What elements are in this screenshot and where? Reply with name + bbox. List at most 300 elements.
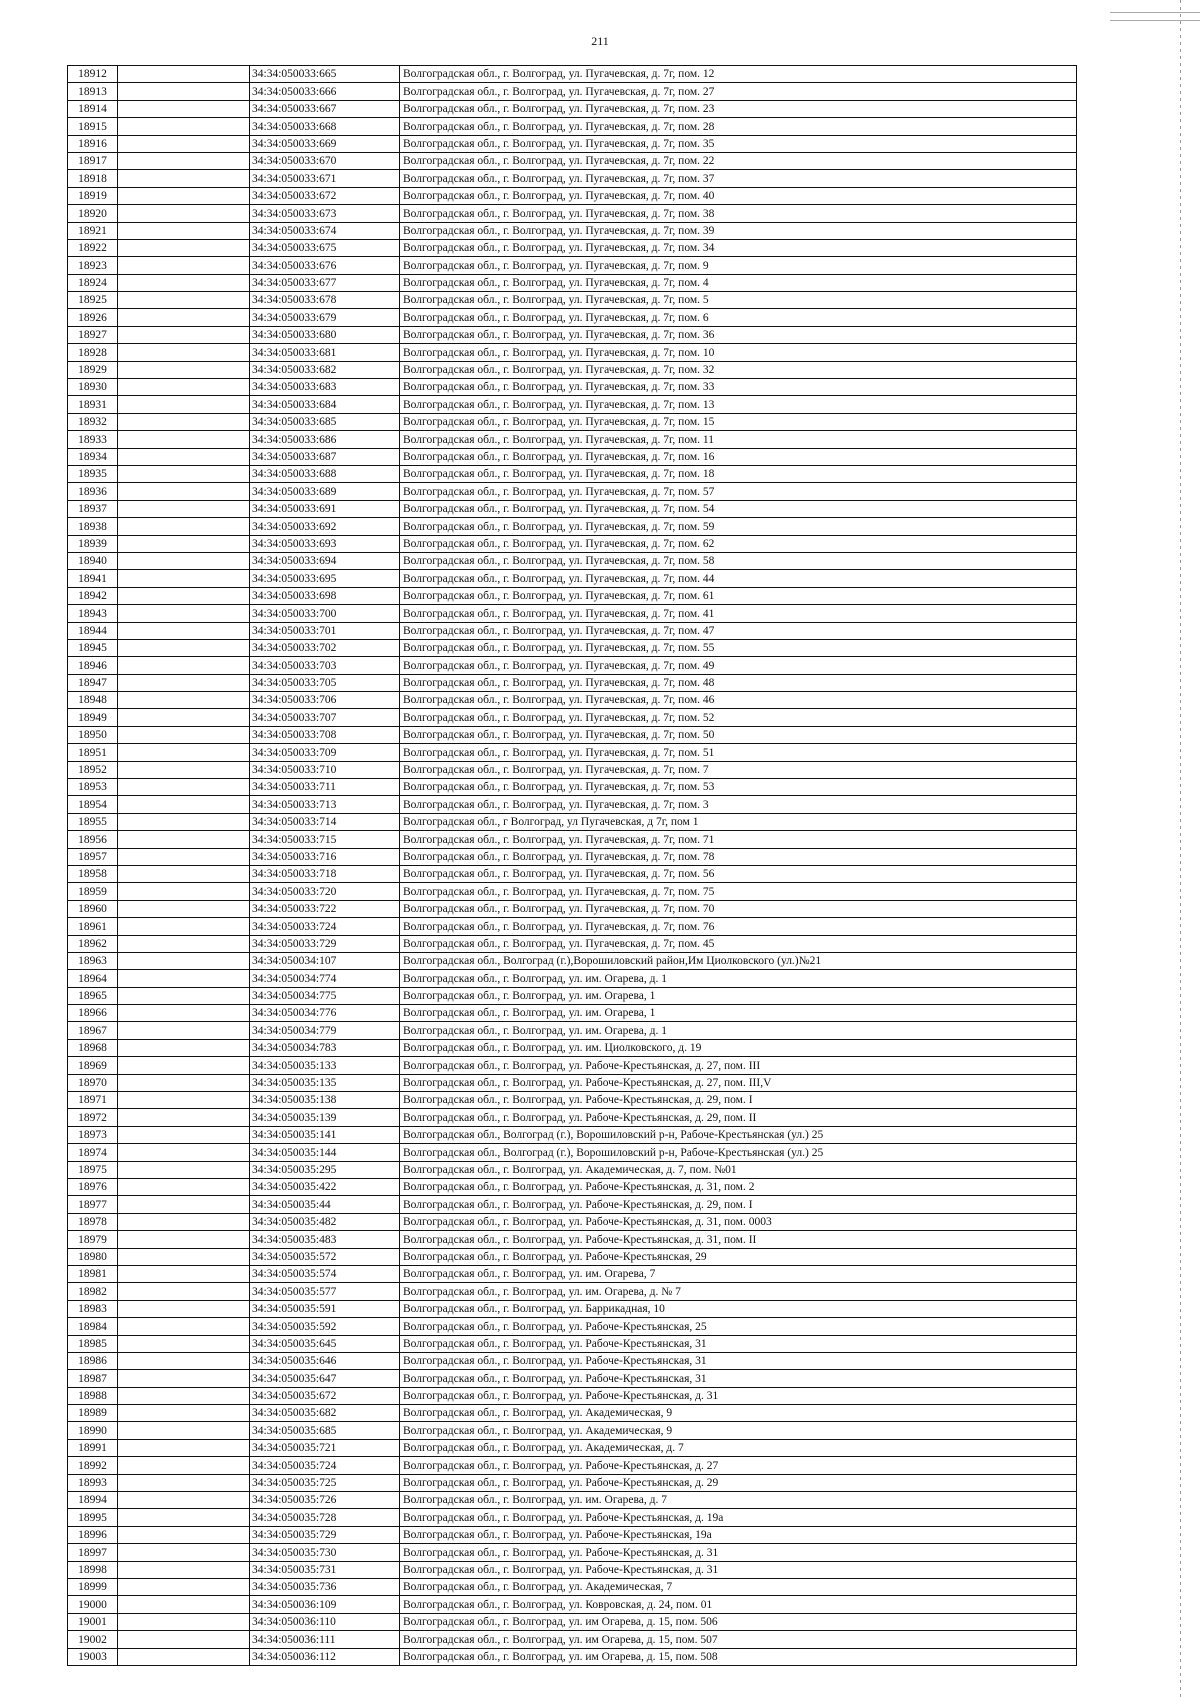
cadastral-number: 34:34:050035:646 bbox=[250, 1352, 400, 1369]
address: Волгоградская обл., г. Волгоград, ул. Пугачевская, д. 7г, пом. 41 bbox=[400, 605, 1077, 622]
cadastral-number: 34:34:050033:720 bbox=[250, 883, 400, 900]
address: Волгоградская обл., г. Волгоград, ул. Пугачевская, д. 7г, пом. 45 bbox=[400, 935, 1077, 952]
address: Волгоградская обл., г. Волгоград, ул. Рабоче-Крестьянская, 31 bbox=[400, 1335, 1077, 1352]
empty-cell bbox=[118, 1648, 250, 1665]
table-row bbox=[68, 1126, 1077, 1143]
empty-cell bbox=[118, 1631, 250, 1648]
empty-cell bbox=[118, 1248, 250, 1265]
address: Волгоградская обл., г. Волгоград, ул. Пугачевская, д. 7г, пом. 61 bbox=[400, 587, 1077, 604]
empty-cell bbox=[118, 83, 250, 100]
empty-cell bbox=[118, 657, 250, 674]
table-row bbox=[68, 170, 1077, 187]
row-number: 18942 bbox=[68, 587, 118, 604]
row-number: 18934 bbox=[68, 448, 118, 465]
row-number: 19003 bbox=[68, 1648, 118, 1665]
row-number: 18931 bbox=[68, 396, 118, 413]
table-row bbox=[68, 918, 1077, 935]
empty-cell bbox=[118, 1387, 250, 1404]
cadastral-number: 34:34:050035:138 bbox=[250, 1092, 400, 1109]
empty-cell bbox=[118, 639, 250, 656]
row-number: 18978 bbox=[68, 1213, 118, 1230]
cadastral-number: 34:34:050035:725 bbox=[250, 1474, 400, 1491]
cadastral-number: 34:34:050035:730 bbox=[250, 1544, 400, 1561]
empty-cell bbox=[118, 1578, 250, 1595]
cadastral-number: 34:34:050035:135 bbox=[250, 1074, 400, 1091]
row-number: 18966 bbox=[68, 1005, 118, 1022]
row-number: 18913 bbox=[68, 83, 118, 100]
row-number: 18941 bbox=[68, 570, 118, 587]
empty-cell bbox=[118, 1005, 250, 1022]
row-number: 18928 bbox=[68, 344, 118, 361]
address: Волгоградская обл., г. Волгоград, ул. Ковровская, д. 24, пом. 01 bbox=[400, 1596, 1077, 1613]
empty-cell bbox=[118, 1109, 250, 1126]
empty-cell bbox=[118, 1422, 250, 1439]
empty-cell bbox=[118, 831, 250, 848]
address: Волгоградская обл., г. Волгоград, ул. Академическая, 9 bbox=[400, 1422, 1077, 1439]
cadastral-number: 34:34:050033:685 bbox=[250, 413, 400, 430]
table-row bbox=[68, 135, 1077, 152]
cadastral-number: 34:34:050036:109 bbox=[250, 1596, 400, 1613]
row-number: 19001 bbox=[68, 1613, 118, 1630]
empty-cell bbox=[118, 1596, 250, 1613]
row-number: 18917 bbox=[68, 152, 118, 169]
cadastral-number: 34:34:050033:722 bbox=[250, 900, 400, 917]
cadastral-number: 34:34:050033:701 bbox=[250, 622, 400, 639]
cadastral-number: 34:34:050035:482 bbox=[250, 1213, 400, 1230]
row-number: 18988 bbox=[68, 1387, 118, 1404]
empty-cell bbox=[118, 552, 250, 569]
table-row bbox=[68, 1474, 1077, 1491]
address: Волгоградская обл., г. Волгоград, ул. Пугачевская, д. 7г, пом. 62 bbox=[400, 535, 1077, 552]
table-row bbox=[68, 535, 1077, 552]
empty-cell bbox=[118, 118, 250, 135]
row-number: 18918 bbox=[68, 170, 118, 187]
row-number: 18935 bbox=[68, 465, 118, 482]
empty-cell bbox=[118, 952, 250, 969]
table-row bbox=[68, 970, 1077, 987]
cadastral-number: 34:34:050033:709 bbox=[250, 744, 400, 761]
row-number: 19002 bbox=[68, 1631, 118, 1648]
table-row bbox=[68, 1092, 1077, 1109]
table-row bbox=[68, 1613, 1077, 1630]
table-row bbox=[68, 831, 1077, 848]
empty-cell bbox=[118, 1283, 250, 1300]
address: Волгоградская обл., г. Волгоград, ул. Пугачевская, д. 7г, пом. 70 bbox=[400, 900, 1077, 917]
row-number: 18998 bbox=[68, 1561, 118, 1578]
address: Волгоградская обл., г. Волгоград, ул. им Огарева, д. 15, пом. 507 bbox=[400, 1631, 1077, 1648]
empty-cell bbox=[118, 1335, 250, 1352]
table-row bbox=[68, 1648, 1077, 1665]
cadastral-number: 34:34:050033:677 bbox=[250, 274, 400, 291]
table-row bbox=[68, 361, 1077, 378]
table-row bbox=[68, 1318, 1077, 1335]
empty-cell bbox=[118, 518, 250, 535]
address: Волгоградская обл., г. Волгоград, ул. Рабоче-Крестьянская, д. 29 bbox=[400, 1474, 1077, 1491]
row-number: 18980 bbox=[68, 1248, 118, 1265]
address: Волгоградская обл., г. Волгоград, ул. Пугачевская, д. 7г, пом. 71 bbox=[400, 831, 1077, 848]
row-number: 18986 bbox=[68, 1352, 118, 1369]
address: Волгоградская обл., Волгоград (г.),Ворошиловский район,Им Циолковского (ул.)№21 bbox=[400, 952, 1077, 969]
empty-cell bbox=[118, 1318, 250, 1335]
row-number: 18958 bbox=[68, 865, 118, 882]
table-row bbox=[68, 674, 1077, 691]
address: Волгоградская обл., г. Волгоград, ул. Рабоче-Крестьянская, д. 27 bbox=[400, 1457, 1077, 1474]
address: Волгоградская обл., г. Волгоград, ул. Пугачевская, д. 7г, пом. 53 bbox=[400, 779, 1077, 796]
table-row bbox=[68, 326, 1077, 343]
row-number: 18948 bbox=[68, 692, 118, 709]
empty-cell bbox=[118, 344, 250, 361]
row-number: 18977 bbox=[68, 1196, 118, 1213]
cadastral-number: 34:34:050035:144 bbox=[250, 1144, 400, 1161]
cadastral-number: 34:34:050035:422 bbox=[250, 1179, 400, 1196]
empty-cell bbox=[118, 1457, 250, 1474]
cadastral-number: 34:34:050033:672 bbox=[250, 187, 400, 204]
address: Волгоградская обл., г. Волгоград, ул. Пугачевская, д. 7г, пом. 36 bbox=[400, 326, 1077, 343]
empty-cell bbox=[118, 1231, 250, 1248]
table-row bbox=[68, 1109, 1077, 1126]
address: Волгоградская обл., г. Волгоград, ул. Пугачевская, д. 7г, пом. 57 bbox=[400, 483, 1077, 500]
table-row bbox=[68, 1352, 1077, 1369]
row-number: 18924 bbox=[68, 274, 118, 291]
empty-cell bbox=[118, 152, 250, 169]
row-number: 18995 bbox=[68, 1509, 118, 1526]
cadastral-number: 34:34:050033:670 bbox=[250, 152, 400, 169]
address: Волгоградская обл., г. Волгоград, ул. Пугачевская, д. 7г, пом. 39 bbox=[400, 222, 1077, 239]
cadastral-number: 34:34:050033:711 bbox=[250, 779, 400, 796]
empty-cell bbox=[118, 1074, 250, 1091]
address: Волгоградская обл., г. Волгоград, ул. Рабоче-Крестьянская, д. 29, пом. II bbox=[400, 1109, 1077, 1126]
table-row bbox=[68, 465, 1077, 482]
row-number: 18953 bbox=[68, 779, 118, 796]
table-row bbox=[68, 1405, 1077, 1422]
table-row bbox=[68, 187, 1077, 204]
row-number: 18965 bbox=[68, 987, 118, 1004]
address: Волгоградская обл., г. Волгоград, ул. Пугачевская, д. 7г, пом. 5 bbox=[400, 292, 1077, 309]
address: Волгоградская обл., г. Волгоград, ул. Пугачевская, д. 7г, пом. 37 bbox=[400, 170, 1077, 187]
table-row bbox=[68, 309, 1077, 326]
address: Волгоградская обл., г. Волгоград, ул. Рабоче-Крестьянская, 19а bbox=[400, 1526, 1077, 1543]
row-number: 18952 bbox=[68, 761, 118, 778]
address: Волгоградская обл., г. Волгоград, ул. Пугачевская, д. 7г, пом. 55 bbox=[400, 639, 1077, 656]
cadastral-number: 34:34:050035:572 bbox=[250, 1248, 400, 1265]
row-number: 18957 bbox=[68, 848, 118, 865]
empty-cell bbox=[118, 431, 250, 448]
table-row bbox=[68, 952, 1077, 969]
table-row bbox=[68, 1335, 1077, 1352]
cadastral-number: 34:34:050033:667 bbox=[250, 100, 400, 117]
cadastral-number: 34:34:050033:718 bbox=[250, 865, 400, 882]
empty-cell bbox=[118, 274, 250, 291]
address: Волгоградская обл., г. Волгоград, ул. Рабоче-Крестьянская, д. 31, пом. II bbox=[400, 1231, 1077, 1248]
row-number: 18919 bbox=[68, 187, 118, 204]
table-row bbox=[68, 709, 1077, 726]
cadastral-number: 34:34:050033:707 bbox=[250, 709, 400, 726]
address: Волгоградская обл., г. Волгоград, ул. Пугачевская, д. 7г, пом. 22 bbox=[400, 152, 1077, 169]
table-row bbox=[68, 726, 1077, 743]
row-number: 18939 bbox=[68, 535, 118, 552]
address: Волгоградская обл., г. Волгоград, ул. Рабоче-Крестьянская, д. 31 bbox=[400, 1387, 1077, 1404]
table-row bbox=[68, 779, 1077, 796]
empty-cell bbox=[118, 205, 250, 222]
table-row bbox=[68, 1057, 1077, 1074]
table-row bbox=[68, 1387, 1077, 1404]
table-row bbox=[68, 518, 1077, 535]
cadastral-number: 34:34:050033:683 bbox=[250, 379, 400, 396]
row-number: 18946 bbox=[68, 657, 118, 674]
address: Волгоградская обл., г. Волгоград, ул. Баррикадная, 10 bbox=[400, 1300, 1077, 1317]
cadastral-number: 34:34:050035:647 bbox=[250, 1370, 400, 1387]
table-row bbox=[68, 761, 1077, 778]
cadastral-number: 34:34:050035:141 bbox=[250, 1126, 400, 1143]
empty-cell bbox=[118, 848, 250, 865]
empty-cell bbox=[118, 726, 250, 743]
address: Волгоградская обл., г. Волгоград, ул. Пугачевская, д. 7г, пом. 50 bbox=[400, 726, 1077, 743]
empty-cell bbox=[118, 1196, 250, 1213]
cadastral-number: 34:34:050035:577 bbox=[250, 1283, 400, 1300]
row-number: 18981 bbox=[68, 1265, 118, 1282]
address: Волгоградская обл., г. Волгоград, ул. им. Огарева, д. № 7 bbox=[400, 1283, 1077, 1300]
empty-cell bbox=[118, 779, 250, 796]
cadastral-number: 34:34:050033:692 bbox=[250, 518, 400, 535]
table-row bbox=[68, 1265, 1077, 1282]
row-number: 18992 bbox=[68, 1457, 118, 1474]
table-row bbox=[68, 396, 1077, 413]
table-row bbox=[68, 1231, 1077, 1248]
address: Волгоградская обл., г. Волгоград, ул. Пугачевская, д. 7г, пом. 59 bbox=[400, 518, 1077, 535]
cadastral-number: 34:34:050034:779 bbox=[250, 1022, 400, 1039]
table-row bbox=[68, 448, 1077, 465]
cadastral-number: 34:34:050033:694 bbox=[250, 552, 400, 569]
row-number: 18955 bbox=[68, 813, 118, 830]
cadastral-number: 34:34:050033:671 bbox=[250, 170, 400, 187]
empty-cell bbox=[118, 1474, 250, 1491]
empty-cell bbox=[118, 326, 250, 343]
empty-cell bbox=[118, 257, 250, 274]
cadastral-number: 34:34:050033:686 bbox=[250, 431, 400, 448]
empty-cell bbox=[118, 1613, 250, 1630]
row-number: 18969 bbox=[68, 1057, 118, 1074]
empty-cell bbox=[118, 396, 250, 413]
table-row bbox=[68, 344, 1077, 361]
address: Волгоградская обл., г Волгоград, ул Пугачевская, д 7г, пом 1 bbox=[400, 813, 1077, 830]
empty-cell bbox=[118, 500, 250, 517]
empty-cell bbox=[118, 883, 250, 900]
cadastral-number: 34:34:050036:111 bbox=[250, 1631, 400, 1648]
row-number: 18984 bbox=[68, 1318, 118, 1335]
table-row bbox=[68, 483, 1077, 500]
empty-cell bbox=[118, 1022, 250, 1039]
address: Волгоградская обл., г. Волгоград, ул. Пугачевская, д. 7г, пом. 7 bbox=[400, 761, 1077, 778]
table-row bbox=[68, 1526, 1077, 1543]
address: Волгоградская обл., г. Волгоград, ул. Академическая, 9 bbox=[400, 1405, 1077, 1422]
address: Волгоградская обл., г. Волгоград, ул. Академическая, 7 bbox=[400, 1578, 1077, 1595]
table-row bbox=[68, 257, 1077, 274]
cadastral-number: 34:34:050035:574 bbox=[250, 1265, 400, 1282]
row-number: 18999 bbox=[68, 1578, 118, 1595]
empty-cell bbox=[118, 796, 250, 813]
cadastral-number: 34:34:050033:680 bbox=[250, 326, 400, 343]
row-number: 18920 bbox=[68, 205, 118, 222]
row-number: 18983 bbox=[68, 1300, 118, 1317]
address: Волгоградская обл., г. Волгоград, ул. им Огарева, д. 15, пом. 508 bbox=[400, 1648, 1077, 1665]
cadastral-number: 34:34:050035:295 bbox=[250, 1161, 400, 1178]
empty-cell bbox=[118, 66, 250, 83]
cadastral-number: 34:34:050033:684 bbox=[250, 396, 400, 413]
table-row bbox=[68, 1631, 1077, 1648]
address: Волгоградская обл., г. Волгоград, ул. им. Огарева, д. 1 bbox=[400, 1022, 1077, 1039]
table-row bbox=[68, 639, 1077, 656]
row-number: 18949 bbox=[68, 709, 118, 726]
empty-cell bbox=[118, 1561, 250, 1578]
cadastral-number: 34:34:050035:139 bbox=[250, 1109, 400, 1126]
cadastral-number: 34:34:050035:682 bbox=[250, 1405, 400, 1422]
empty-cell bbox=[118, 692, 250, 709]
address: Волгоградская обл., г. Волгоград, ул. Академическая, д. 7, пом. №01 bbox=[400, 1161, 1077, 1178]
address: Волгоградская обл., г. Волгоград, ул. Пугачевская, д. 7г, пом. 52 bbox=[400, 709, 1077, 726]
address: Волгоградская обл., г. Волгоград, ул. Пугачевская, д. 7г, пом. 4 bbox=[400, 274, 1077, 291]
address: Волгоградская обл., г. Волгоград, ул. Пугачевская, д. 7г, пом. 35 bbox=[400, 135, 1077, 152]
row-number: 18938 bbox=[68, 518, 118, 535]
empty-cell bbox=[118, 605, 250, 622]
row-number: 18914 bbox=[68, 100, 118, 117]
empty-cell bbox=[118, 1300, 250, 1317]
row-number: 18926 bbox=[68, 309, 118, 326]
cadastral-number: 34:34:050035:731 bbox=[250, 1561, 400, 1578]
address: Волгоградская обл., г. Волгоград, ул. Пугачевская, д. 7г, пом. 9 bbox=[400, 257, 1077, 274]
empty-cell bbox=[118, 1439, 250, 1456]
table-row bbox=[68, 552, 1077, 569]
address: Волгоградская обл., г. Волгоград, ул. Рабоче-Крестьянская, д. 19а bbox=[400, 1509, 1077, 1526]
address: Волгоградская обл., г. Волгоград, ул. Пугачевская, д. 7г, пом. 33 bbox=[400, 379, 1077, 396]
empty-cell bbox=[118, 1509, 250, 1526]
empty-cell bbox=[118, 1352, 250, 1369]
cadastral-number: 34:34:050033:666 bbox=[250, 83, 400, 100]
address: Волгоградская обл., г. Волгоград, ул. Пугачевская, д. 7г, пом. 76 bbox=[400, 918, 1077, 935]
cadastral-number: 34:34:050033:687 bbox=[250, 448, 400, 465]
cadastral-number: 34:34:050033:682 bbox=[250, 361, 400, 378]
row-number: 18915 bbox=[68, 118, 118, 135]
table-row bbox=[68, 205, 1077, 222]
address: Волгоградская обл., г. Волгоград, ул. им Огарева, д. 15, пом. 506 bbox=[400, 1613, 1077, 1630]
empty-cell bbox=[118, 1126, 250, 1143]
table-row bbox=[68, 66, 1077, 83]
row-number: 18990 bbox=[68, 1422, 118, 1439]
address: Волгоградская обл., г. Волгоград, ул. Рабоче-Крестьянская, д. 31 bbox=[400, 1544, 1077, 1561]
address: Волгоградская обл., г. Волгоград, ул. Пугачевская, д. 7г, пом. 51 bbox=[400, 744, 1077, 761]
address: Волгоградская обл., г. Волгоград, ул. Пугачевская, д. 7г, пом. 27 bbox=[400, 83, 1077, 100]
cadastral-number: 34:34:050033:693 bbox=[250, 535, 400, 552]
empty-cell bbox=[118, 987, 250, 1004]
address: Волгоградская обл., г. Волгоград, ул. Пугачевская, д. 7г, пом. 75 bbox=[400, 883, 1077, 900]
empty-cell bbox=[118, 1492, 250, 1509]
row-number: 18951 bbox=[68, 744, 118, 761]
empty-cell bbox=[118, 1265, 250, 1282]
cadastral-number: 34:34:050033:713 bbox=[250, 796, 400, 813]
address: Волгоградская обл., г. Волгоград, ул. Рабоче-Крестьянская, д. 31 bbox=[400, 1561, 1077, 1578]
cadastral-number: 34:34:050033:678 bbox=[250, 292, 400, 309]
row-number: 18997 bbox=[68, 1544, 118, 1561]
row-number: 18991 bbox=[68, 1439, 118, 1456]
table-row bbox=[68, 813, 1077, 830]
cadastral-number: 34:34:050033:706 bbox=[250, 692, 400, 709]
address: Волгоградская обл., г. Волгоград, ул. Пугачевская, д. 7г, пом. 23 bbox=[400, 100, 1077, 117]
cadastral-number: 34:34:050033:703 bbox=[250, 657, 400, 674]
empty-cell bbox=[118, 1405, 250, 1422]
empty-cell bbox=[118, 570, 250, 587]
address: Волгоградская обл., г. Волгоград, ул. им. Огарева, д. 1 bbox=[400, 970, 1077, 987]
row-number: 18971 bbox=[68, 1092, 118, 1109]
cadastral-number: 34:34:050033:675 bbox=[250, 239, 400, 256]
cadastral-number: 34:34:050036:110 bbox=[250, 1613, 400, 1630]
address: Волгоградская обл., г. Волгоград, ул. Рабоче-Крестьянская, д. 29, пом. I bbox=[400, 1092, 1077, 1109]
table-row bbox=[68, 1300, 1077, 1317]
table-row bbox=[68, 1144, 1077, 1161]
row-number: 18987 bbox=[68, 1370, 118, 1387]
row-number: 18944 bbox=[68, 622, 118, 639]
row-number: 18974 bbox=[68, 1144, 118, 1161]
address: Волгоградская обл., г. Волгоград, ул. Пугачевская, д. 7г, пом. 18 bbox=[400, 465, 1077, 482]
row-number: 18930 bbox=[68, 379, 118, 396]
cadastral-number: 34:34:050035:685 bbox=[250, 1422, 400, 1439]
empty-cell bbox=[118, 292, 250, 309]
scan-edge-artifact bbox=[1090, 0, 1200, 1697]
table-row bbox=[68, 587, 1077, 604]
row-number: 18973 bbox=[68, 1126, 118, 1143]
cadastral-number: 34:34:050034:783 bbox=[250, 1039, 400, 1056]
row-number: 18960 bbox=[68, 900, 118, 917]
row-number: 18929 bbox=[68, 361, 118, 378]
table-row bbox=[68, 292, 1077, 309]
table-row bbox=[68, 100, 1077, 117]
cadastral-number: 34:34:050033:700 bbox=[250, 605, 400, 622]
table-row bbox=[68, 622, 1077, 639]
cadastral-number: 34:34:050033:681 bbox=[250, 344, 400, 361]
empty-cell bbox=[118, 1039, 250, 1056]
cadastral-number: 34:34:050035:726 bbox=[250, 1492, 400, 1509]
table-row bbox=[68, 1439, 1077, 1456]
cadastral-number: 34:34:050035:724 bbox=[250, 1457, 400, 1474]
cadastral-number: 34:34:050033:698 bbox=[250, 587, 400, 604]
row-number: 18967 bbox=[68, 1022, 118, 1039]
empty-cell bbox=[118, 1057, 250, 1074]
table-row bbox=[68, 1370, 1077, 1387]
table-row bbox=[68, 570, 1077, 587]
row-number: 18921 bbox=[68, 222, 118, 239]
cadastral-number: 34:34:050033:691 bbox=[250, 500, 400, 517]
table-row bbox=[68, 1561, 1077, 1578]
empty-cell bbox=[118, 900, 250, 917]
empty-cell bbox=[118, 535, 250, 552]
address: Волгоградская обл., г. Волгоград, ул. Пугачевская, д. 7г, пом. 47 bbox=[400, 622, 1077, 639]
row-number: 18923 bbox=[68, 257, 118, 274]
cadastral-number: 34:34:050034:774 bbox=[250, 970, 400, 987]
row-number: 19000 bbox=[68, 1596, 118, 1613]
table-row bbox=[68, 1213, 1077, 1230]
address: Волгоградская обл., г. Волгоград, ул. Пугачевская, д. 7г, пом. 54 bbox=[400, 500, 1077, 517]
table-row bbox=[68, 1578, 1077, 1595]
empty-cell bbox=[118, 813, 250, 830]
table-row bbox=[68, 883, 1077, 900]
table-row bbox=[68, 1161, 1077, 1178]
row-number: 18993 bbox=[68, 1474, 118, 1491]
address: Волгоградская обл., г. Волгоград, ул. Рабоче-Крестьянская, 29 bbox=[400, 1248, 1077, 1265]
row-number: 18922 bbox=[68, 239, 118, 256]
row-number: 18945 bbox=[68, 639, 118, 656]
cadastral-number: 34:34:050034:775 bbox=[250, 987, 400, 1004]
row-number: 18970 bbox=[68, 1074, 118, 1091]
empty-cell bbox=[118, 918, 250, 935]
table-row bbox=[68, 1422, 1077, 1439]
